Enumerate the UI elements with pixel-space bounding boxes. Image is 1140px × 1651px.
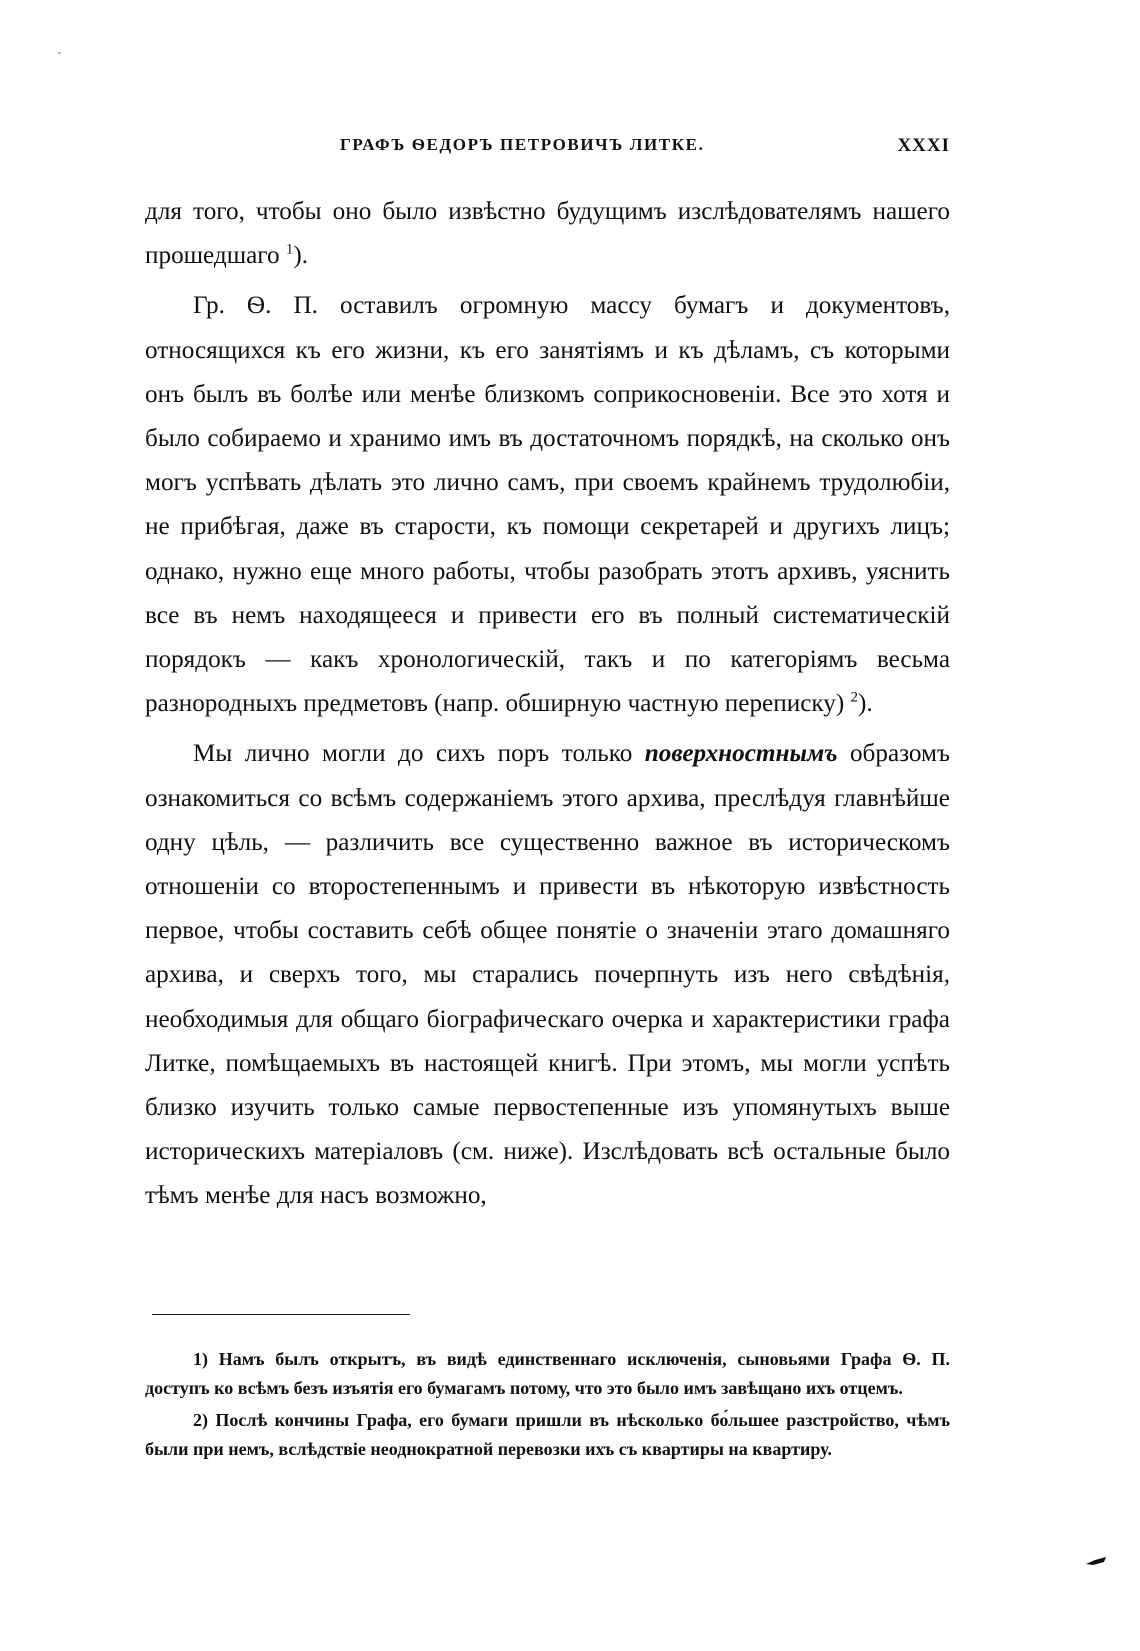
paragraph-3 bbox=[145, 732, 950, 1218]
footnote-ref-1: 1 bbox=[285, 241, 294, 258]
footnote-1 bbox=[145, 1345, 950, 1403]
paragraph-2-text: Гр. Ѳ. П. оставилъ огромную массу бумагъ и документовъ, относящихся къ его жизни, къ его занятіямъ и къ дѣламъ, съ которыми онъ былъ въ болѣе или менѣе близкомъ соприкосновеніи. Все это хотя и было собираемо и хранимо имъ въ достаточномъ порядкѣ, на сколько онъ могъ успѣвать дѣлать это лично самъ, при своемъ крайнемъ трудолюбіи, не прибѣгая, даже въ старости, къ помощи секретарей и другихъ лицъ; однако, нужно еще много работы, чтобы разобрать этотъ архивъ, уяснить все въ немъ находящееся и привести его въ полный систематическій порядокъ — какъ хронологическій, такъ и по категоріямъ весьма разнородныхъ предметовъ (напр. обширную частную переписку) bbox=[145, 292, 950, 718]
footnote-2-text: Послѣ кончины Графа, его бумаги пришли въ нѣсколько бо́льшее разстройство, чѣмъ были при немъ, вслѣдствіе неоднократной перевозки ихъ съ квартиры на квартиру. bbox=[145, 1410, 950, 1459]
paragraph-2-tail: ). bbox=[858, 690, 873, 718]
page-number: XXXI bbox=[897, 135, 950, 156]
paragraph-3-before: Мы лично могли до сихъ поръ только bbox=[193, 740, 633, 768]
footnote-1-marker: 1) bbox=[193, 1349, 208, 1369]
footnote-1-text: Намъ былъ открытъ, въ видѣ единственнаго исключенія, сыновьями Графа Ѳ. П. доступъ ко всѣмъ безъ изъятія его бумагамъ потому, что это было имъ завѣщано ихъ отцемъ. bbox=[145, 1349, 950, 1398]
main-text bbox=[145, 190, 950, 1225]
footnote-ref-2: 2 bbox=[850, 689, 859, 706]
paragraph-2 bbox=[145, 284, 950, 726]
paragraph-1-text: для того, чтобы оно было извѣстно будущимъ изслѣдователямъ нашего прошедшаго bbox=[145, 198, 950, 270]
running-title: ГРАФЪ ѲЕДОРЪ ПЕТРОВИЧЪ ЛИТКЕ. bbox=[340, 135, 705, 154]
scan-speck bbox=[58, 52, 61, 54]
paragraph-1-tail: ). bbox=[293, 242, 309, 270]
footnote-2-marker: 2) bbox=[193, 1410, 208, 1430]
footnote-2 bbox=[145, 1406, 950, 1464]
ink-mark bbox=[1085, 1556, 1107, 1566]
page-header bbox=[145, 135, 950, 165]
paragraph-3-emphasis: поверхностнымъ bbox=[644, 740, 838, 768]
footnotes bbox=[145, 1345, 950, 1467]
footnote-divider bbox=[152, 1314, 410, 1315]
paragraph-3-after: образомъ ознакомиться со всѣмъ содержаніемъ этого архива, преслѣдуя главнѣйше одну цѣль, — различить все существенно важное въ историческомъ отношеніи со второстепеннымъ и привести въ нѣкоторую извѣстность первое, чтобы составить себѣ общее понятіе о значеніи этаго домашняго архива, и сверхъ того, мы старались почерпнуть изъ него свѣдѣнія, необходимыя для общаго біографическаго очерка и характеристики графа Литке, помѣщаемыхъ въ настоящей книгѣ. При этомъ, мы могли успѣть близко изучить только самые первостепенные изъ упомянутыхъ выше историческихъ матеріаловъ (см. ниже). Изслѣдовать всѣ остальные было тѣмъ менѣе для насъ возможно, bbox=[145, 740, 951, 1210]
ink-mark-shape bbox=[1086, 1557, 1106, 1565]
paragraph-1 bbox=[145, 190, 950, 278]
